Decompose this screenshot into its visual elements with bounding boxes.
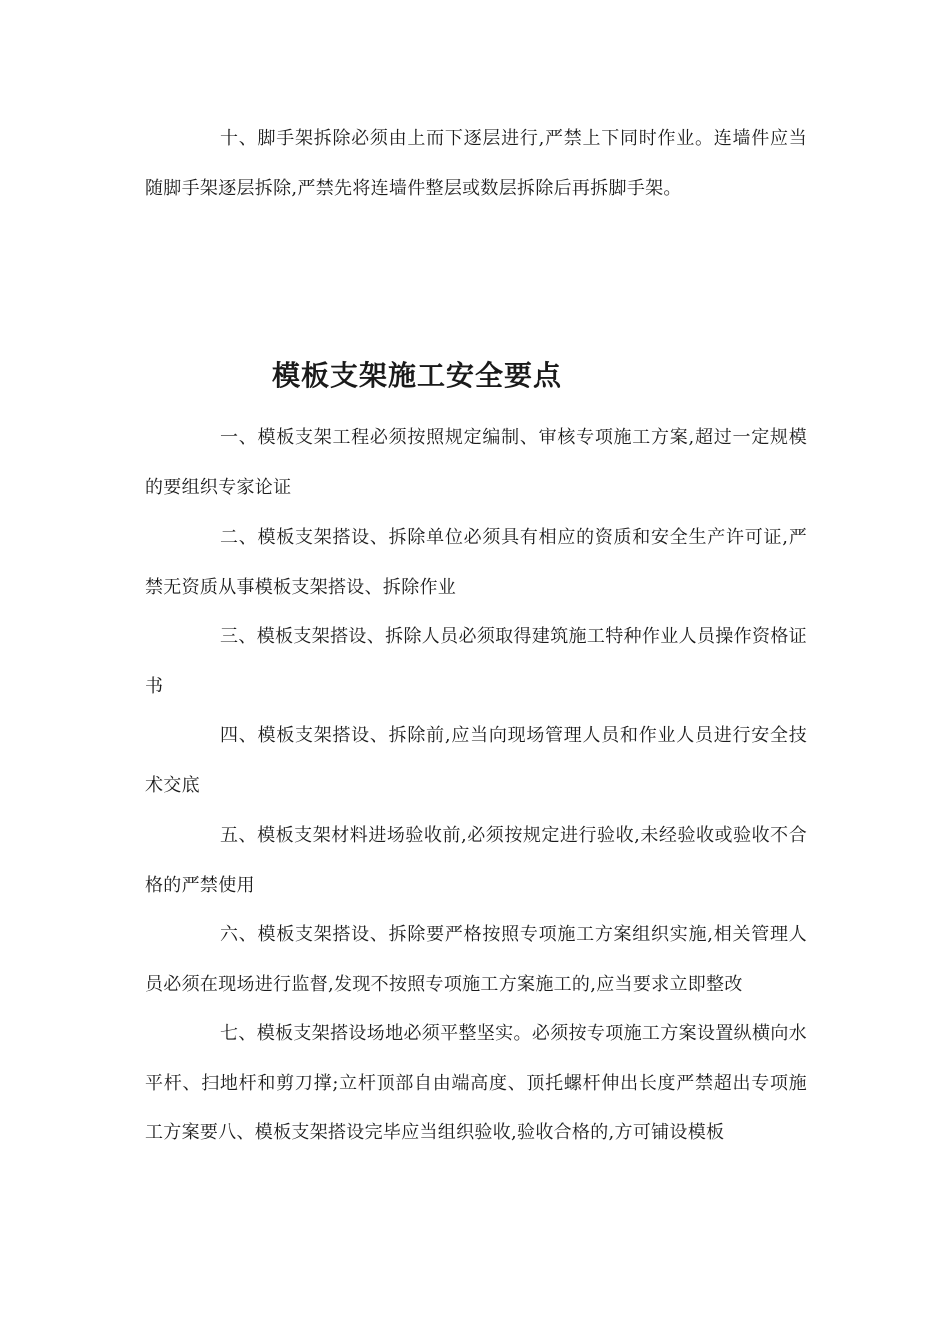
safety-point-5: 五、模板支架材料进场验收前,必须按规定进行验收,未经验收或验收不合格的严禁使用 [145, 825, 807, 896]
section-title: 模板支架施工安全要点 [272, 359, 563, 392]
safety-point-3: 三、模板支架搭设、拆除人员必须取得建筑施工特种作业人员操作资格证书 [145, 626, 807, 697]
safety-point-7: 七、模板支架搭设场地必须平整坚实。必须按专项施工方案设置纵横向水平杆、扫地杆和剪刀撑;立杆顶部自由端高度、顶托螺杆伸出长度严禁超出专项施工方案要八、模板支架搭设完毕应当组织验收,验收合格的,方可铺设模板 [145, 1023, 807, 1143]
safety-point-1: 一、模板支架工程必须按照规定编制、审核专项施工方案,超过一定规模的要组织专家论证 [145, 427, 807, 498]
safety-point-4: 四、模板支架搭设、拆除前,应当向现场管理人员和作业人员进行安全技术交底 [145, 725, 807, 796]
safety-point-2: 二、模板支架搭设、拆除单位必须具有相应的资质和安全生产许可证,严禁无资质从事模板支架搭设、拆除作业 [145, 527, 807, 598]
safety-point-6: 六、模板支架搭设、拆除要严格按照专项施工方案组织实施,相关管理人员必须在现场进行监督,发现不按照专项施工方案施工的,应当要求立即整改 [145, 924, 807, 995]
paragraph-scaffold-dismantling: 十、脚手架拆除必须由上而下逐层进行,严禁上下同时作业。连墙件应当随脚手架逐层拆除,严禁先将连墙件整层或数层拆除后再拆脚手架。 [145, 128, 807, 199]
